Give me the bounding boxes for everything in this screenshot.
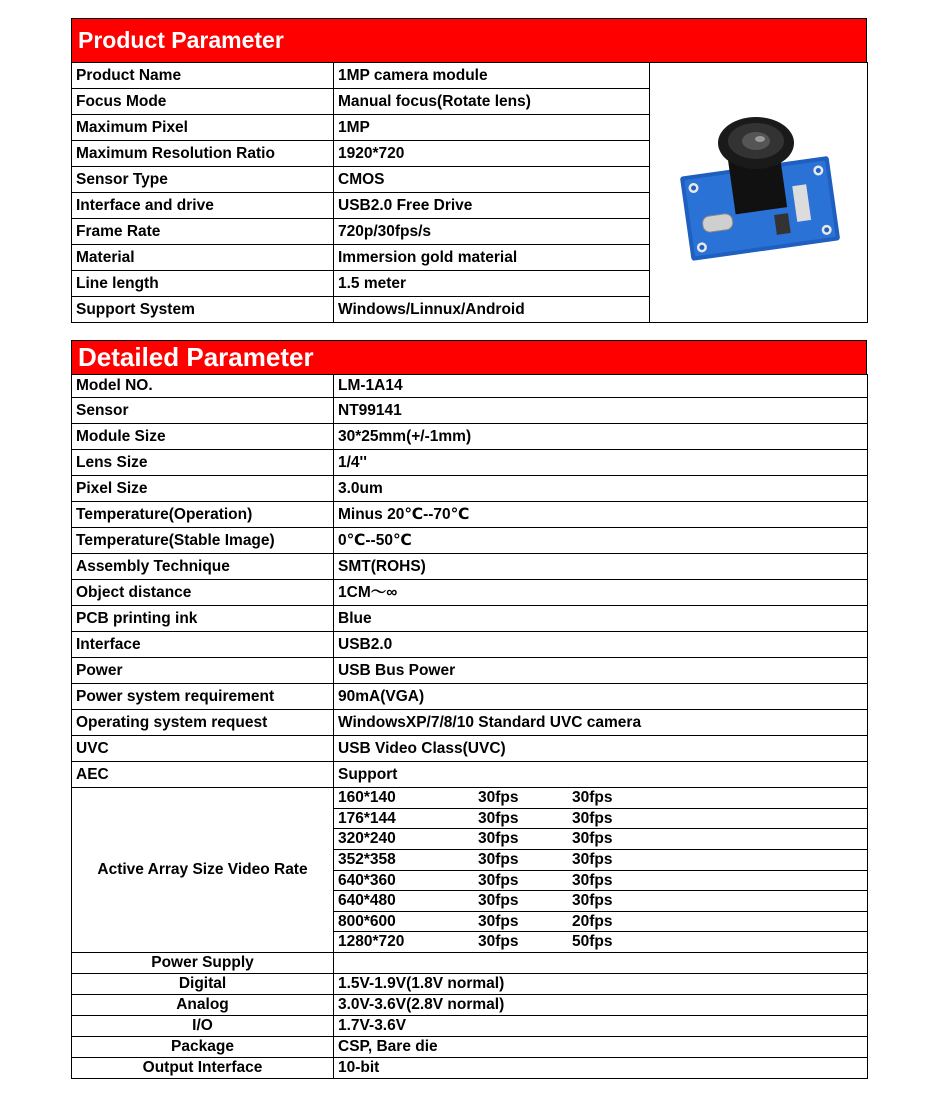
video-rate-fps-b: 30fps [572,850,613,868]
power-row [72,1016,868,1037]
power-row [72,974,868,995]
video-rate-item [334,850,867,871]
product-row-value: CMOS [334,167,650,193]
detail-row [72,762,868,788]
detail-row [72,632,868,658]
video-rate-fps-a: 30fps [478,789,519,807]
detailed-parameter-title: Detailed Parameter [71,340,867,375]
product-parameter-table [71,62,868,323]
detail-row-value: LM-1A14 [334,375,868,398]
video-rate-fps-a: 30fps [478,871,519,889]
video-rate-fps-a: 30fps [478,892,519,910]
product-row-value: Windows/Linnux/Android [334,297,650,323]
video-rate-item [334,788,867,809]
power-row-value: 10-bit [334,1058,868,1079]
product-row-value: 1MP [334,115,650,141]
video-rate-item [334,829,867,850]
detail-row [72,528,868,554]
detail-row [72,684,868,710]
detail-row-value: NT99141 [334,398,868,424]
power-row-label: I/O [72,1016,334,1037]
detail-row-label: Temperature(Operation) [72,502,334,528]
video-rate-fps-a: 30fps [478,850,519,868]
video-rate-fps-a: 30fps [478,830,519,848]
video-rate-fps-b: 30fps [572,830,613,848]
detail-row-value: SMT(ROHS) [334,554,868,580]
power-row [72,1037,868,1058]
detail-row-value: 3.0um [334,476,868,502]
detailed-parameter-table [71,374,868,1079]
detail-row-label: Model NO. [72,375,334,398]
detail-row-label: Operating system request [72,710,334,736]
product-row-label: Maximum Resolution Ratio [72,141,334,167]
video-rate-fps-b: 30fps [572,871,613,889]
product-row-value: USB2.0 Free Drive [334,193,650,219]
product-row-label: Support System [72,297,334,323]
video-rate-fps-b: 30fps [572,809,613,827]
product-row-value: Immersion gold material [334,245,650,271]
video-rate-fps-b: 30fps [572,789,613,807]
detail-row [72,375,868,398]
detail-row [72,424,868,450]
detail-row [72,710,868,736]
video-rate-size: 640*360 [338,871,396,889]
video-rate-fps-a: 30fps [478,912,519,930]
detail-row-value: 1CM～∞ [334,580,868,606]
power-row-value [334,953,868,974]
detail-row [72,554,868,580]
power-row-label: Package [72,1037,334,1058]
power-row-value: 1.5V-1.9V(1.8V normal) [334,974,868,995]
product-row-label: Line length [72,271,334,297]
product-parameter-header [71,18,867,63]
detail-row-value: Minus 20℃--70℃ [334,502,868,528]
power-row-label: Output Interface [72,1058,334,1079]
power-row-value: 1.7V-3.6V [334,1016,868,1037]
detail-row-label: Sensor [72,398,334,424]
video-rate-item [334,871,867,892]
detail-row-label: Temperature(Stable Image) [72,528,334,554]
detail-row [72,398,868,424]
video-rate-fps-a: 30fps [478,933,519,951]
detail-row-value: 0℃--50℃ [334,528,868,554]
video-rate-label: Active Array Size Video Rate [72,788,334,953]
video-rate-row [72,788,868,953]
detail-row-value: Blue [334,606,868,632]
video-rate-fps-a: 30fps [478,809,519,827]
detail-row [72,736,868,762]
product-parameter-title: Product Parameter [71,18,867,63]
detail-row-label: Module Size [72,424,334,450]
product-row-label: Sensor Type [72,167,334,193]
video-rate-item [334,932,867,952]
detail-row-label: Power [72,658,334,684]
product-row-value: Manual focus(Rotate lens) [334,89,650,115]
detail-row [72,658,868,684]
detail-row [72,502,868,528]
product-row-value: 1920*720 [334,141,650,167]
product-row-label: Interface and drive [72,193,334,219]
detail-row-value: 1/4'' [334,450,868,476]
detailed-parameter-header [71,340,867,375]
product-row-label: Product Name [72,63,334,89]
power-row-label: Analog [72,995,334,1016]
detail-row-value: 90mA(VGA) [334,684,868,710]
power-row [72,1058,868,1079]
product-row [72,63,868,89]
video-rate-fps-b: 20fps [572,912,613,930]
detail-row-label: Object distance [72,580,334,606]
video-rate-size: 640*480 [338,892,396,910]
camera-module-image [650,63,868,323]
detail-row-label: Interface [72,632,334,658]
detail-row-label: Power system requirement [72,684,334,710]
video-rate-size: 176*144 [338,809,396,827]
detail-row [72,580,868,606]
video-rate-size: 1280*720 [338,933,405,951]
video-rate-size: 800*600 [338,912,396,930]
product-row-value: 1.5 meter [334,271,650,297]
detail-row-label: Pixel Size [72,476,334,502]
detail-row-label: Assembly Technique [72,554,334,580]
product-row-label: Material [72,245,334,271]
detail-row [72,450,868,476]
detail-row-label: Lens Size [72,450,334,476]
product-row-value: 720p/30fps/s [334,219,650,245]
power-row [72,995,868,1016]
product-row-value: 1MP camera module [334,63,650,89]
video-rate-item [334,891,867,912]
product-row-label: Maximum Pixel [72,115,334,141]
power-row-value: 3.0V-3.6V(2.8V normal) [334,995,868,1016]
video-rate-size: 160*140 [338,789,396,807]
detail-row-value: USB2.0 [334,632,868,658]
video-rate-fps-b: 30fps [572,892,613,910]
video-rate-size: 352*358 [338,850,396,868]
video-rate-fps-b: 50fps [572,933,613,951]
detail-row-label: AEC [72,762,334,788]
product-row-label: Frame Rate [72,219,334,245]
video-rate-size: 320*240 [338,830,396,848]
detail-row-value: Support [334,762,868,788]
video-rate-list [334,788,868,953]
detail-row [72,606,868,632]
camera-module-icon [674,111,844,271]
detail-row-label: PCB printing ink [72,606,334,632]
detail-row-value: WindowsXP/7/8/10 Standard UVC camera [334,710,868,736]
detail-row-value: USB Bus Power [334,658,868,684]
detail-row-value: USB Video Class(UVC) [334,736,868,762]
video-rate-item [334,809,867,830]
video-rate-item [334,912,867,933]
product-row-label: Focus Mode [72,89,334,115]
power-row-label: Digital [72,974,334,995]
power-row [72,953,868,974]
detail-row [72,476,868,502]
detail-row-value: 30*25mm(+/-1mm) [334,424,868,450]
power-row-value: CSP, Bare die [334,1037,868,1058]
detail-row-label: UVC [72,736,334,762]
power-row-label: Power Supply [72,953,334,974]
